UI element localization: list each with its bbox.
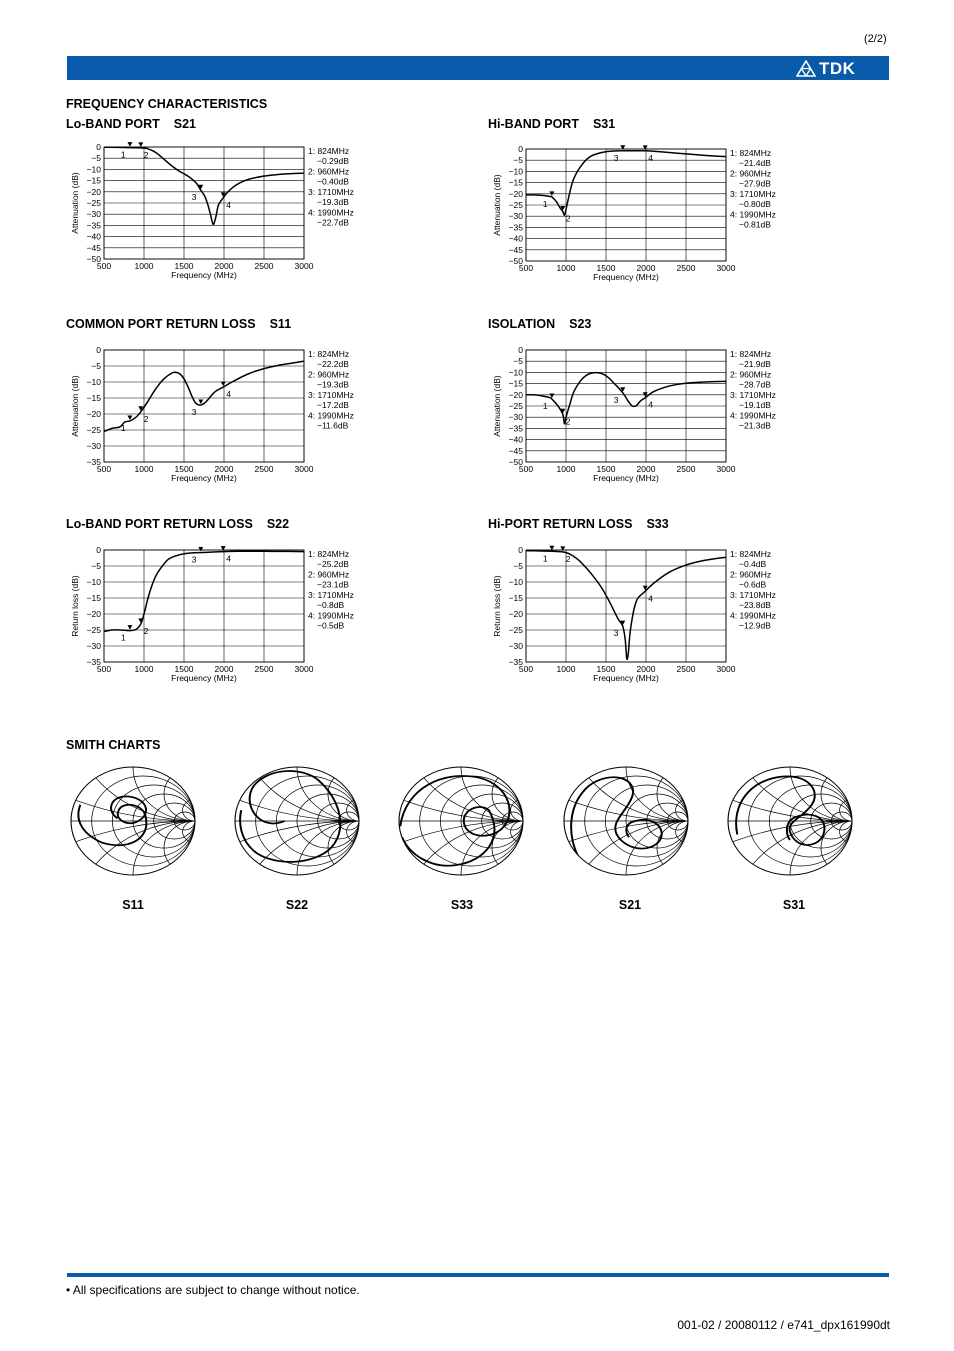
marker-number: 1 [542, 553, 548, 564]
series-line [104, 147, 304, 224]
x-tick-label: 1500 [596, 464, 616, 474]
y-tick-label: −15 [86, 593, 101, 603]
x-tick-label: 1000 [556, 263, 576, 273]
x-tick-label: 3000 [716, 664, 736, 674]
y-tick-label: −10 [508, 367, 523, 378]
reactance-circle [69, 765, 197, 821]
chart-param: S31 [592, 117, 616, 131]
smith-grid [69, 765, 197, 877]
x-tick-label: 3000 [294, 664, 314, 674]
x-tick-label: 2500 [676, 263, 696, 273]
y-axis-label: Attenuation (dB) [492, 375, 502, 437]
smith-chart-s31 [726, 765, 854, 877]
marker-number: 1 [120, 632, 126, 643]
x-tick-label: 1000 [556, 464, 576, 474]
chart-param: S33 [646, 517, 669, 531]
y-tick-label: −15 [508, 378, 523, 389]
smith-inner [726, 765, 854, 877]
series-line [526, 551, 726, 660]
y-tick-label: −25 [508, 401, 523, 411]
legend-marker-freq: 2: 960MHz [730, 369, 772, 380]
smith-grid [726, 765, 854, 877]
marker-triangle [198, 547, 203, 552]
legend-marker-value: −0.81dB [739, 219, 771, 230]
y-tick-label: −30 [508, 211, 523, 222]
series-line [104, 361, 304, 434]
legend-marker-freq: 2: 960MHz [308, 166, 350, 177]
x-tick-label: 2000 [214, 464, 234, 474]
legend-marker-freq: 1: 824MHz [730, 349, 772, 359]
y-tick-label: −25 [508, 625, 523, 635]
x-tick-label: 500 [518, 263, 534, 273]
x-tick-label: 2000 [636, 464, 656, 474]
marker-number: 2 [143, 413, 149, 424]
y-tick-label: −25 [508, 200, 523, 210]
legend-marker-value: −23.8dB [739, 600, 771, 610]
x-tick-label: 2000 [636, 263, 656, 273]
chart-title-s33 [488, 517, 669, 531]
plot-area [104, 350, 304, 462]
chart-s33 [482, 543, 802, 693]
y-tick-label: −15 [86, 393, 101, 403]
y-tick-label: −5 [91, 361, 101, 371]
x-tick-label: 1000 [556, 664, 576, 674]
x-tick-label: 2000 [214, 261, 234, 271]
document-id: 001-02 / 20080112 / e741_dpx161990dt [677, 1318, 890, 1332]
y-tick-label: −30 [86, 209, 101, 220]
reactance-circle [728, 821, 854, 877]
chart-param: S11 [269, 317, 292, 331]
marker-number: 1 [120, 149, 126, 160]
x-tick-label: 500 [518, 664, 534, 674]
y-tick-label: −20 [508, 389, 523, 400]
legend-marker-value: −25.2dB [317, 559, 349, 569]
smith-inner [233, 765, 361, 877]
legend-marker-value: −12.9dB [739, 620, 771, 631]
y-axis-label: Attenuation (dB) [492, 174, 502, 236]
y-tick-label: −5 [513, 356, 523, 367]
x-tick-label: 3000 [716, 464, 736, 474]
chart-param: S22 [266, 517, 290, 531]
y-tick-label: −35 [508, 423, 523, 434]
y-tick-label: −20 [508, 188, 523, 199]
legend-marker-freq: 4: 1990MHz [730, 209, 776, 220]
x-tick-label: 500 [518, 464, 534, 474]
marker-number: 4 [648, 593, 653, 604]
x-tick-label: 1500 [174, 664, 194, 674]
legend-marker-freq: 1: 824MHz [308, 146, 350, 156]
x-tick-label: 2000 [636, 664, 656, 674]
chart-s31 [482, 142, 802, 292]
plot-area [104, 546, 304, 662]
y-axis-label: Attenuation (dB) [70, 375, 80, 437]
marker-number: 1 [542, 401, 548, 412]
reactance-circle [71, 821, 197, 877]
reactance-circle [726, 765, 854, 821]
y-tick-label: −50 [508, 457, 523, 467]
x-tick-label: 1000 [134, 664, 154, 674]
y-tick-label: −5 [91, 561, 101, 571]
legend-marker-freq: 1: 824MHz [308, 549, 350, 559]
y-tick-label: −15 [508, 177, 523, 188]
legend-marker-value: −0.80dB [739, 199, 771, 209]
x-tick-label: 2500 [254, 664, 274, 674]
y-tick-label: −20 [86, 609, 101, 619]
legend-marker-freq: 3: 1710MHz [730, 590, 776, 600]
x-tick-label: 500 [96, 664, 112, 674]
legend-marker-value: −17.2dB [317, 400, 349, 410]
y-axis-label: Return loss (dB) [70, 575, 80, 637]
smith-label-s22: S22 [285, 898, 309, 912]
legend-marker-freq: 3: 1710MHz [308, 590, 354, 600]
marker-number: 3 [191, 407, 197, 418]
y-tick-label: −10 [508, 577, 523, 587]
marker-triangle [198, 400, 203, 405]
x-tick-label: 500 [96, 464, 112, 474]
legend-marker-value: −19.1dB [739, 400, 771, 410]
marker-number: 3 [191, 192, 197, 203]
chart-title-s23 [488, 317, 591, 331]
y-tick-label: 0 [96, 545, 101, 555]
legend-marker-value: −21.3dB [739, 420, 771, 431]
smith-chart-s33 [397, 765, 525, 877]
x-tick-label: 1500 [174, 261, 194, 271]
tdk-emblem-icon [796, 60, 816, 77]
legend-marker-value: −23.1dB [317, 579, 349, 590]
x-tick-label: 1000 [134, 261, 154, 271]
x-tick-label: 3000 [294, 464, 314, 474]
marker-number: 2 [565, 213, 571, 224]
marker-number: 2 [143, 625, 149, 636]
legend-marker-value: −21.9dB [739, 359, 771, 369]
chart-title-s22 [66, 517, 289, 531]
y-tick-label: −15 [86, 175, 101, 186]
y-tick-label: −45 [508, 244, 523, 255]
y-tick-label: −40 [508, 434, 523, 445]
y-tick-label: −30 [86, 441, 101, 451]
marker-number: 3 [191, 554, 197, 565]
brand-name: TDK [819, 59, 856, 78]
legend-marker-freq: 1: 824MHz [730, 148, 772, 158]
chart-title-s21 [66, 117, 196, 131]
legend-marker-freq: 4: 1990MHz [730, 410, 776, 421]
y-tick-label: −10 [86, 164, 101, 175]
y-tick-label: −40 [86, 231, 101, 242]
legend-marker-value: −19.3dB [317, 379, 349, 390]
smith-grid [233, 765, 361, 877]
y-tick-label: −25 [86, 625, 101, 635]
chart-title-s11 [66, 317, 291, 331]
y-tick-label: −35 [86, 657, 101, 667]
plot-area [526, 546, 726, 662]
x-axis-label: Frequency (MHz) [171, 473, 237, 483]
x-axis-label: Frequency (MHz) [171, 270, 237, 280]
chart-s21 [60, 140, 380, 290]
marker-number: 3 [613, 628, 619, 639]
legend-marker-freq: 1: 824MHz [730, 549, 772, 559]
reactance-circle [233, 765, 361, 821]
legend-marker-freq: 1: 824MHz [308, 349, 350, 359]
reactance-circle [397, 821, 525, 877]
x-tick-label: 3000 [716, 263, 736, 273]
marker-number: 4 [226, 389, 231, 400]
marker-number: 4 [226, 553, 231, 564]
legend-marker-freq: 3: 1710MHz [730, 189, 776, 199]
legend-marker-value: −0.29dB [317, 156, 349, 166]
series-line [104, 551, 304, 631]
x-tick-label: 3000 [294, 261, 314, 271]
y-tick-label: −20 [508, 609, 523, 619]
series-line [526, 373, 726, 427]
plot-area [526, 350, 726, 462]
y-tick-label: −10 [508, 166, 523, 177]
legend-marker-freq: 2: 960MHz [308, 369, 350, 380]
y-tick-label: 0 [518, 545, 523, 555]
plot-frame [104, 550, 304, 662]
chart-param: S23 [569, 317, 592, 331]
marker-number: 4 [648, 152, 653, 163]
smith-grid [397, 765, 525, 877]
x-tick-label: 1500 [596, 664, 616, 674]
footer-bar [67, 1273, 889, 1277]
legend-marker-value: −28.7dB [739, 379, 771, 390]
chart-s11 [60, 343, 380, 493]
x-tick-label: 500 [96, 261, 112, 271]
y-tick-label: 0 [518, 144, 523, 154]
chart-title-text: ISOLATION [488, 317, 556, 331]
smith-label-s31: S31 [782, 898, 806, 912]
y-tick-label: −35 [508, 222, 523, 233]
smith-chart-s11 [69, 765, 197, 877]
chart-title-text: COMMON PORT RETURN LOSS [66, 317, 256, 331]
marker-number: 1 [120, 423, 126, 434]
y-tick-label: −35 [86, 457, 101, 467]
tdk-logo [796, 60, 855, 77]
legend-marker-value: −11.6dB [317, 420, 349, 431]
chart-param: S21 [173, 117, 196, 131]
marker-number: 2 [565, 553, 571, 564]
chart-title-text: Lo-BAND PORT [66, 117, 160, 131]
y-tick-label: −5 [91, 153, 101, 164]
y-tick-label: −15 [508, 593, 523, 603]
y-tick-label: −50 [86, 254, 101, 264]
legend-marker-freq: 4: 1990MHz [308, 410, 354, 421]
x-axis-label: Frequency (MHz) [593, 673, 659, 683]
smith-inner [562, 765, 690, 877]
legend-marker-freq: 2: 960MHz [730, 168, 772, 179]
header-bar [67, 56, 889, 80]
marker-number: 3 [613, 152, 619, 163]
chart-title-text: Hi-BAND PORT [488, 117, 579, 131]
legend-marker-value: −19.3dB [317, 197, 349, 207]
y-tick-label: −35 [86, 220, 101, 231]
y-axis-label: Attenuation (dB) [70, 172, 80, 234]
y-tick-label: 0 [518, 345, 523, 355]
legend-marker-freq: 4: 1990MHz [308, 207, 354, 218]
y-tick-label: −45 [508, 445, 523, 456]
legend-marker-value: −27.9dB [739, 178, 771, 189]
plot-area [526, 145, 726, 261]
marker-triangle [127, 625, 132, 630]
y-tick-label: −5 [513, 561, 523, 571]
smith-label-s33: S33 [450, 898, 474, 912]
legend-marker-value: −0.4dB [739, 559, 767, 569]
y-tick-label: −30 [508, 412, 523, 423]
plot-area [104, 142, 304, 259]
y-tick-label: −30 [508, 641, 523, 651]
reactance-circle [69, 821, 197, 877]
marker-triangle [127, 142, 132, 147]
legend-marker-freq: 3: 1710MHz [308, 187, 354, 197]
marker-triangle [138, 142, 143, 147]
legend-marker-value: −0.6dB [739, 579, 767, 590]
reactance-circle [235, 821, 361, 877]
reactance-circle [71, 765, 197, 821]
y-tick-label: −25 [86, 425, 101, 435]
legend-marker-value: −0.5dB [317, 620, 345, 631]
y-tick-label: −35 [508, 657, 523, 667]
y-tick-label: −25 [86, 198, 101, 208]
legend-marker-freq: 3: 1710MHz [308, 390, 354, 400]
y-tick-label: −40 [508, 233, 523, 244]
x-tick-label: 2500 [676, 664, 696, 674]
legend-marker-freq: 2: 960MHz [308, 569, 350, 580]
footer-note: • All specifications are subject to change without notice. [66, 1283, 360, 1297]
frequency-characteristics-heading: FREQUENCY CHARACTERISTICS [66, 97, 268, 111]
legend-marker-value: −22.7dB [317, 217, 349, 228]
y-tick-label: −5 [513, 155, 523, 166]
smith-chart-s21 [562, 765, 690, 877]
legend-marker-freq: 4: 1990MHz [308, 610, 354, 621]
x-axis-label: Frequency (MHz) [593, 473, 659, 483]
smith-inner [69, 765, 197, 877]
chart-s22 [60, 543, 380, 693]
legend-marker-value: −21.4dB [739, 158, 771, 168]
x-tick-label: 2500 [254, 261, 274, 271]
x-tick-label: 2500 [676, 464, 696, 474]
y-tick-label: −30 [86, 641, 101, 651]
x-tick-label: 2000 [214, 664, 234, 674]
legend-marker-freq: 3: 1710MHz [730, 390, 776, 400]
x-tick-label: 2500 [254, 464, 274, 474]
x-tick-label: 1000 [134, 464, 154, 474]
y-tick-label: −10 [86, 377, 101, 387]
x-axis-label: Frequency (MHz) [171, 673, 237, 683]
smith-inner [397, 765, 525, 877]
legend-marker-freq: 4: 1990MHz [730, 610, 776, 621]
legend-marker-value: −22.2dB [317, 359, 349, 369]
legend-marker-value: −0.40dB [317, 176, 349, 187]
smith-grid [562, 765, 690, 877]
y-tick-label: −20 [86, 186, 101, 197]
smith-charts-heading: SMITH CHARTS [66, 738, 161, 752]
page-number: (2/2) [864, 33, 887, 45]
y-tick-label: 0 [96, 345, 101, 355]
smith-label-s21: S21 [618, 898, 642, 912]
smith-label-s11: S11 [122, 898, 144, 912]
marker-number: 2 [565, 416, 571, 427]
chart-title-text: Hi-PORT RETURN LOSS [488, 517, 633, 531]
marker-number: 3 [613, 394, 619, 405]
marker-number: 1 [542, 198, 548, 209]
y-tick-label: −45 [86, 242, 101, 253]
smith-chart-s22 [233, 765, 361, 877]
y-tick-label: 0 [96, 142, 101, 152]
x-tick-label: 1500 [596, 263, 616, 273]
marker-number: 4 [648, 399, 653, 410]
y-tick-label: −50 [508, 256, 523, 266]
y-axis-label: Return loss (dB) [492, 575, 502, 637]
chart-s23 [482, 343, 802, 493]
y-tick-label: −10 [86, 577, 101, 587]
marker-number: 2 [143, 149, 149, 160]
y-tick-label: −20 [86, 409, 101, 419]
legend-marker-freq: 2: 960MHz [730, 569, 772, 580]
reactance-circle [399, 821, 525, 877]
chart-title-text: Lo-BAND PORT RETURN LOSS [66, 517, 253, 531]
x-axis-label: Frequency (MHz) [593, 272, 659, 282]
x-tick-label: 1500 [174, 464, 194, 474]
marker-number: 4 [226, 199, 231, 210]
chart-title-s31 [488, 117, 615, 131]
legend-marker-value: −0.8dB [317, 600, 345, 610]
